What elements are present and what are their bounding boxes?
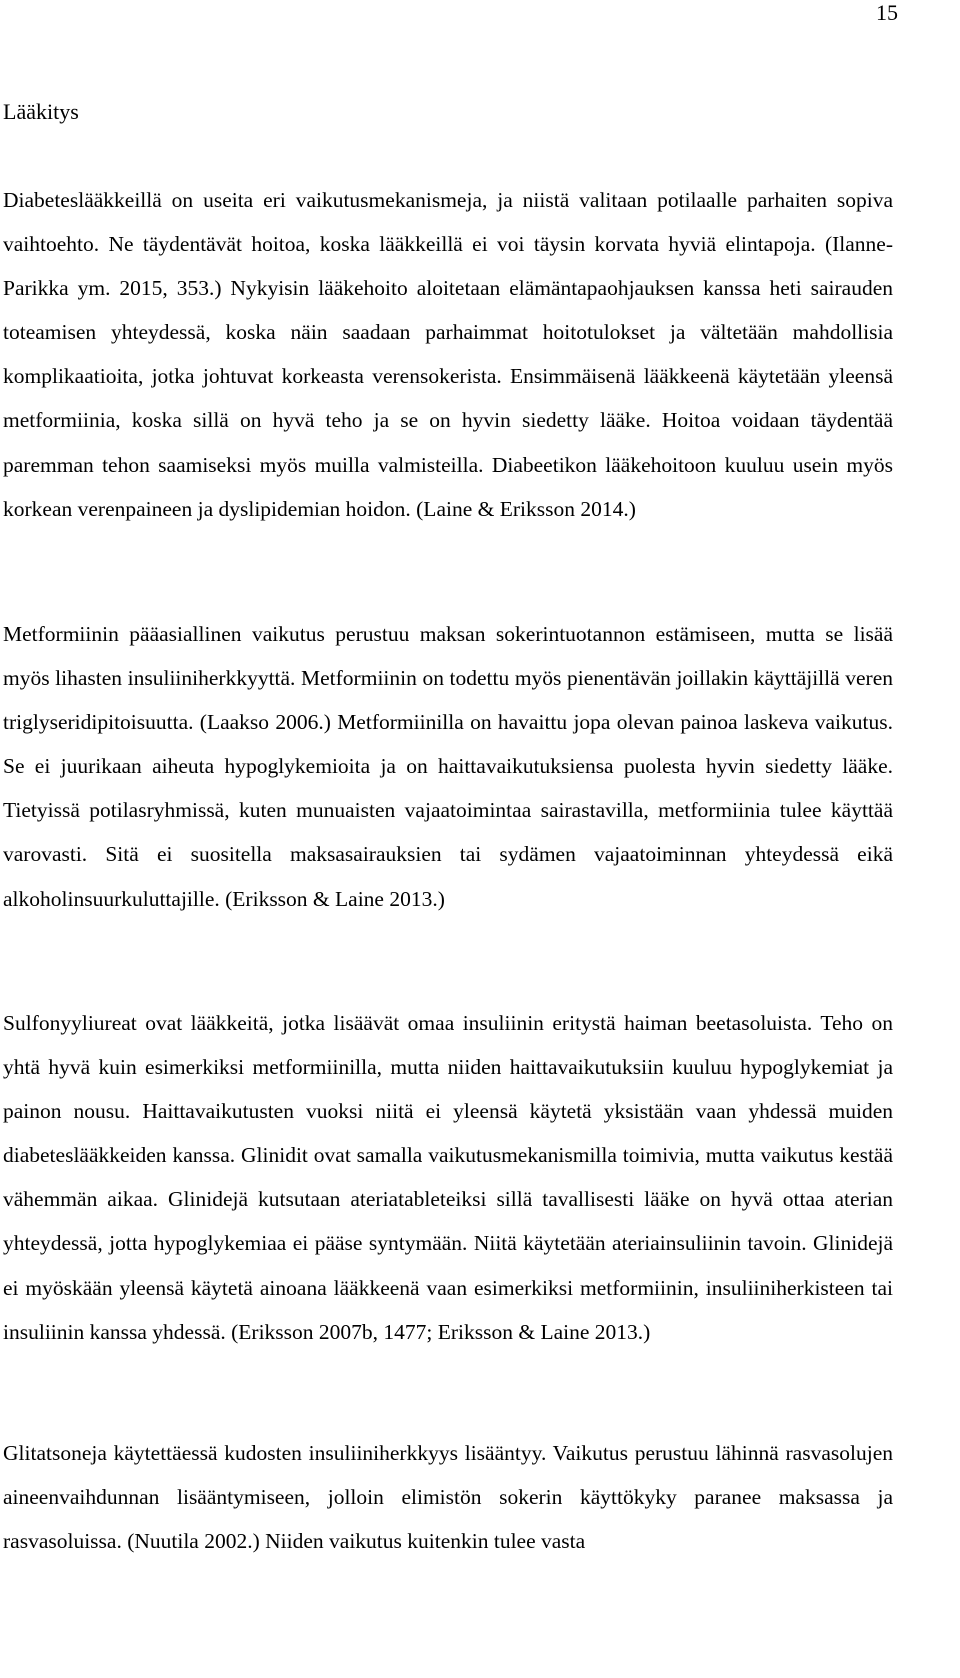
- page-number: 15: [876, 0, 898, 25]
- paragraph-2: Metformiinin pääasiallinen vaikutus perustuu maksan sokerintuotannon estämiseen, mutta se lisää myös lihasten insuliiniherkkyyttä. Metformiinin on todettu myös pienentävän joillakin käyttäjillä veren triglyseridipitoisuutta. (Laakso 2006.) Metformiinilla on havaittu jopa olevan painoa laskeva vaikutus. Se ei juurikaan aiheuta hypoglykemioita ja on haittavaikutuksiensa puolesta hyvin siedetty lääke. Tietyissä potilasryhmissä, kuten munuaisten vajaatoimintaa sairastavilla, metformiinia tulee käyttää varovasti. Sitä ei suositella maksasairauksien tai sydämen vajaatoiminnan yhteydessä eikä alkoholinsuurkuluttajille. (Eriksson & Laine 2013.): [3, 622, 893, 911]
- section-heading: Lääkitys: [3, 99, 79, 124]
- paragraph-3: Sulfonyyliureat ovat lääkkeitä, jotka lisäävät omaa insuliinin eritystä haiman beetasoluista. Teho on yhtä hyvä kuin esimerkiksi metformiinilla, mutta niiden haittavaikutuksiin kuuluu hypoglykemiat ja painon nousu. Haittavaikutusten vuoksi niitä ei yleensä käytetä yksistään vaan yhdessä muiden diabeteslääkkeiden kanssa. Glinidit ovat samalla vaikutusmekanismilla toimivia, mutta vaikutus kestää vähemmän aikaa. Glinidejä kutsutaan ateriatableteiksi sillä tavallisesti lääke on hyvä ottaa aterian yhteydessä, jotta hypoglykemiaa ei pääse syntymään. Niitä käytetään ateriainsuliinin tavoin. Glinidejä ei myöskään yleensä käytetä ainoana lääkkeenä vaan esimerkiksi metformiinin, insuliiniherkisteen tai insuliinin kanssa yhdessä. (Eriksson 2007b, 1477; Eriksson & Laine 2013.): [3, 1011, 893, 1344]
- paragraph-4: Glitatsoneja käytettäessä kudosten insuliiniherkkyys lisääntyy. Vaikutus perustuu lähinnä rasvasolujen aineenvaihdunnan lisääntymiseen, jolloin elimistön sokerin käyttökyky paranee maksassa ja rasvasoluissa. (Nuutila 2002.) Niiden vaikutus kuitenkin tulee vasta: [3, 1441, 893, 1554]
- paragraph-1: Diabeteslääkkeillä on useita eri vaikutusmekanismeja, ja niistä valitaan potilaalle parhaiten sopiva vaihtoehto. Ne täydentävät hoitoa, koska lääkkeillä ei voi täysin korvata hyviä elintapoja. (Ilanne-Parikka ym. 2015, 353.) Nykyisin lääkehoito aloitetaan elämäntapaohjauksen kanssa heti sairauden toteamisen yhteydessä, koska näin saadaan parhaimmat hoitotulokset ja vältetään mahdollisia komplikaatioita, jotka johtuvat korkeasta verensokerista. Ensimmäisenä lääkkeenä käytetään yleensä metformiinia, koska sillä on hyvä teho ja se on hyvin siedetty lääke. Hoitoa voidaan täydentää paremman tehon saamiseksi myös muilla valmisteilla. Diabeetikon lääkehoitoon kuuluu usein myös korkean verenpaineen ja dyslipidemian hoidon. (Laine & Eriksson 2014.): [3, 188, 893, 521]
